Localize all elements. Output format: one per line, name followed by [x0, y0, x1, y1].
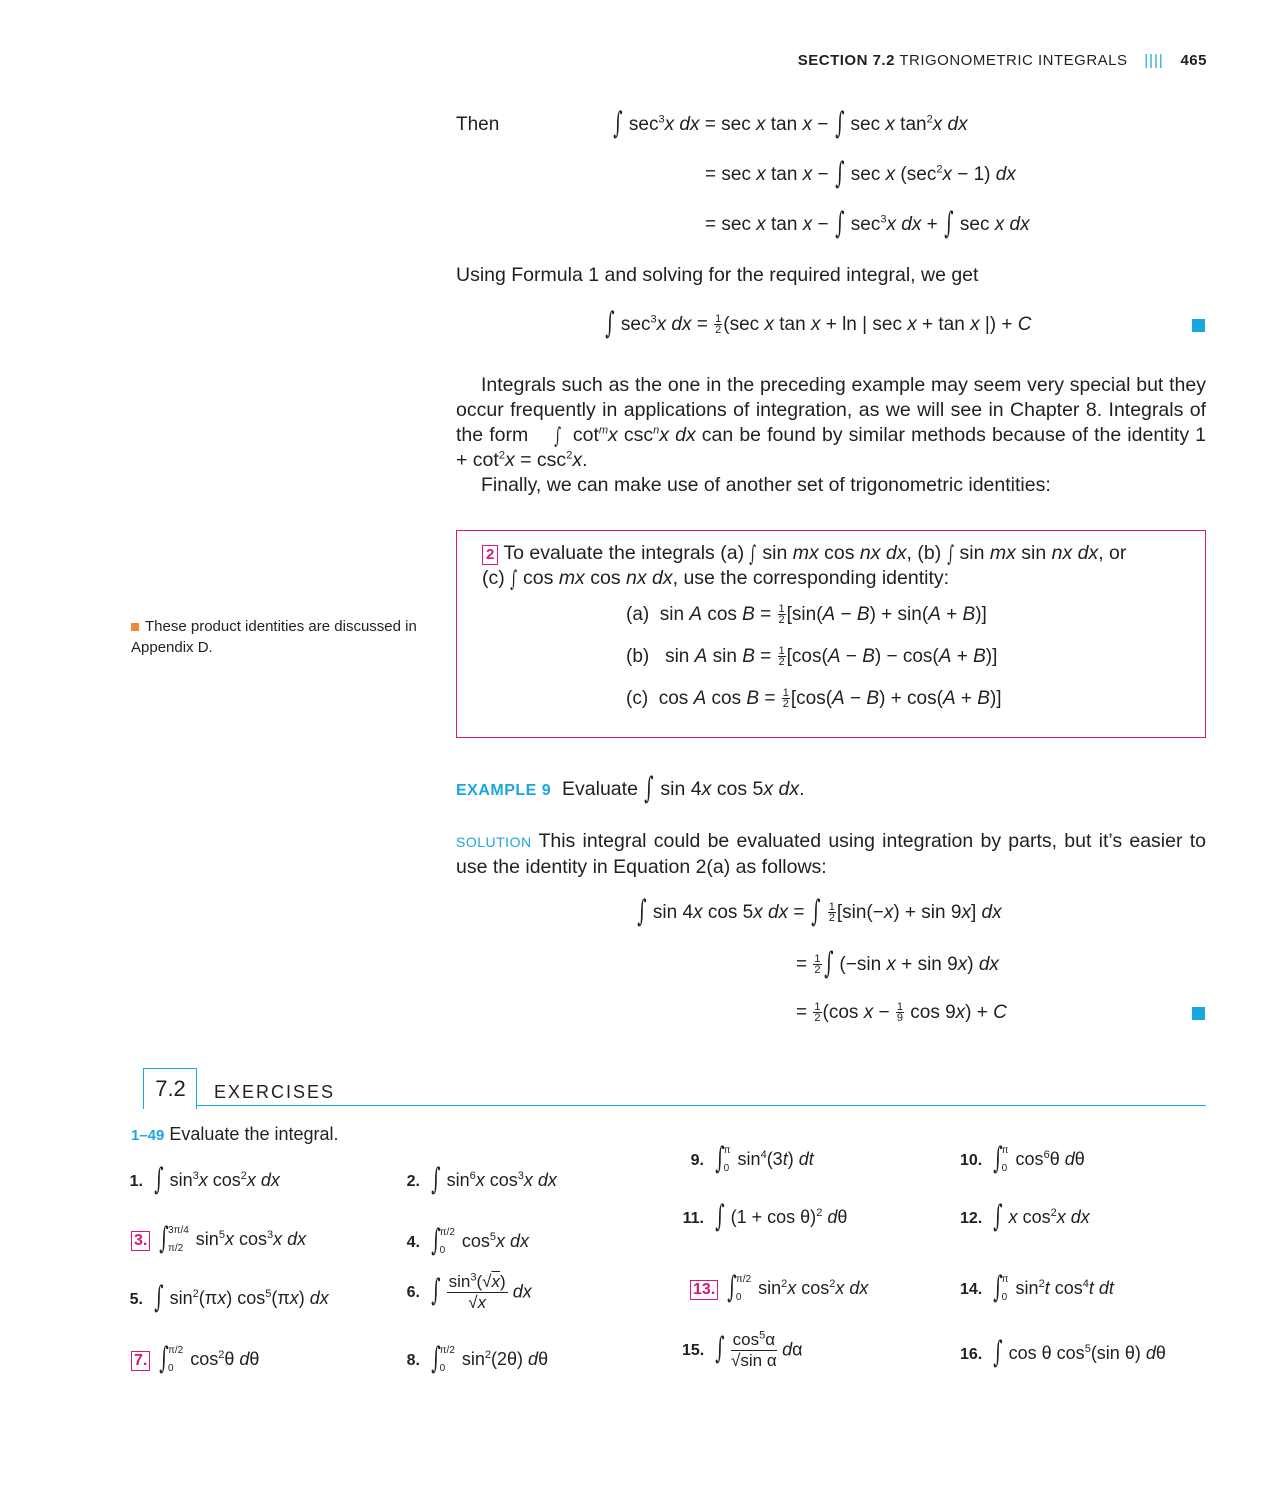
example-evaluate-text: Evaluate	[562, 778, 638, 800]
example-9-heading: EXAMPLE 9 Evaluate ∫ sin 4x cos 5x dx.	[456, 771, 805, 806]
exercise-number: 1.	[129, 1173, 143, 1190]
derivation-line-1: ∫ $\sec^3x$ dx = sec x tan x − ∫ sec x $\tan^2x$ dx	[613, 106, 968, 141]
solution-line-3: = $\frac{1}{2}$ (cos x − $\frac{1}{9}$ cos 9x) + C	[796, 1001, 1007, 1025]
exercise-number-highlighted: 3.	[131, 1231, 150, 1251]
identity-label-c: (c)	[626, 688, 649, 709]
exercise-number: 2.	[406, 1173, 420, 1190]
exercise-7: 7. ∫ π/2 0 $\cos^2\theta$ dθ	[131, 1342, 259, 1378]
exercises-instruction	[131, 1124, 339, 1145]
exercise-number: 5.	[129, 1291, 143, 1308]
exercise-10: 10. ∫ π 0 $\cos^6\theta$ dθ	[960, 1140, 1085, 1176]
exercise-3: 3. ∫ 3π/4 π/2 $\sin^5x$ $\cos^3x$ dx	[131, 1222, 306, 1258]
section-label: SECTION 7.2	[797, 52, 895, 69]
identity-label-b: (b)	[626, 646, 650, 667]
exercise-number: 10.	[960, 1151, 983, 1169]
section-title: TRIGONOMETRIC INTEGRALS	[899, 52, 1128, 69]
end-of-solution-marker	[1192, 1007, 1205, 1020]
exercise-8: 8. ∫ π/2 0 $\sin^2(2\theta)$ dθ	[398, 1342, 548, 1378]
paragraph-text-start: Integrals such as the one in the preceding example may seem very special but they occur frequently in applications of integration, as we will see in Chapter 8. Integrals of the form	[456, 374, 1206, 446]
end-of-proof-marker	[1192, 319, 1205, 332]
solution-line-2: = $\frac{1}{2}$ ∫ (−sin x + sin 9x) dx	[796, 946, 999, 981]
exercise-number-highlighted: 7.	[131, 1351, 150, 1371]
exercise-number: 6.	[406, 1284, 420, 1302]
identity-a: (a) sin A cos B = $\frac{1}{2}$ [sin(A − B) + sin(A + B)]	[626, 603, 987, 627]
solution-paragraph	[456, 829, 1206, 880]
identity-c: (c) cos A cos B = $\frac{1}{2}$ [cos(A − B) + cos(A + B)]	[626, 687, 1002, 711]
derivation-line-3: = sec x tan x − ∫ $\sec^3x$ dx + ∫ sec x dx	[705, 206, 1030, 241]
paragraph-text-end: can be found by similar methods because of the identity	[701, 424, 1190, 446]
example-label: EXAMPLE 9	[456, 782, 552, 799]
exercise-6: 6. ∫ $\frac{\sin^3(√x)}{√x}$ dx	[398, 1272, 532, 1313]
identity-b: (b) sin A sin B = $\frac{1}{2}$ [cos(A − B) − cos(A + B)]	[626, 645, 998, 669]
exercise-14: 14. ∫ π 0 $\sin^2t$ $\cos^4t$ dt	[960, 1269, 1114, 1305]
solution-label: SOLUTION	[456, 834, 532, 850]
identity-intro-end: use the corresponding identity:	[683, 567, 950, 589]
identity-label-a: (a)	[626, 604, 650, 625]
instruction-text: Evaluate the integral.	[169, 1124, 339, 1144]
exercise-number: 8.	[406, 1351, 420, 1369]
equation-number-badge: 2	[482, 545, 498, 565]
solution-text: This integral could be evaluated using integration by parts, but it’s easier to use the identity in Equation 2(a) as follows:	[456, 830, 1206, 878]
exercise-9: 9. ∫ π 0 $\sin^4(3t)$ dt	[682, 1142, 814, 1178]
exercise-number: 15.	[682, 1342, 705, 1360]
using-formula-text: Using Formula 1 and solving for the required integral, we get	[456, 264, 979, 286]
paragraph-integrals: Integrals such as the one in the preceding example may seem very special but they occur frequently in applications of integration, as we will see in Chapter 8. Integrals of the form ∫ $\cot^mx$ $\csc^nx$ dx can be found by similar methods because of the identity $1 + \cot^2x = \csc^2x$.	[456, 374, 1207, 471]
header-bars: ||||	[1144, 52, 1164, 69]
exercise-2: 2. ∫ $\sin^6x$ $\cos^3x$ dx	[398, 1170, 557, 1191]
solution-line-1: ∫ sin 4x cos 5x dx = ∫ $\frac{1}{2}$ [sin(−x) + sin 9x] dx	[637, 894, 1002, 929]
exercises-title: EXERCISES	[214, 1082, 336, 1102]
identity-intro-line-1: 2 To evaluate the integrals (a) ∫ sin mx cos nx dx, (b) ∫ sin mx sin nx dx, or	[482, 542, 1126, 565]
exercise-number: 14.	[960, 1280, 983, 1298]
exercise-number: 16.	[960, 1346, 983, 1363]
exercise-15: 15. ∫ $\frac{\cos^5\alpha}{\text{√sin α}}$ dα	[682, 1329, 803, 1370]
paragraph-finally: Finally, we can make use of another set of trigonometric identities:	[481, 474, 1051, 496]
margin-note-text: These product identities are discussed in Appendix D.	[131, 618, 417, 656]
exercise-range: 1–49	[131, 1127, 165, 1144]
identity-intro-line-2: (c) ∫ cos mx cos nx dx, use the corresponding identity:	[482, 567, 950, 592]
page-number: 465	[1180, 52, 1207, 69]
exercise-number: 4.	[406, 1233, 420, 1251]
exercises-rule	[197, 1105, 1206, 1106]
note-bullet-icon	[131, 623, 139, 631]
exercise-13: 13. ∫ π/2 0 $\sin^2x$ $\cos^2x$ dx	[690, 1271, 868, 1307]
exercise-16: 16. ∫ cos θ $\cos^5(\sin$ θ) dθ	[960, 1335, 1166, 1370]
derivation-line-2: = sec x tan x − ∫ sec x $(\sec^2x - 1)$ dx	[705, 156, 1016, 191]
exercise-1: 1. ∫ $\sin^3x$ $\cos^2x$ dx	[121, 1170, 280, 1191]
result-equation: ∫ $\sec^3x$ dx = $\frac{1}{2}$ (sec x tan x + ln | sec x + tan x |) + C	[605, 306, 1032, 341]
identity-intro-text: To evaluate the integrals (a)	[503, 542, 745, 564]
exercise-number: 11.	[682, 1210, 704, 1227]
exercise-section-number: 7.2	[155, 1076, 186, 1101]
exercise-5: 5. ∫ $\sin^2(\pi x)$ $\cos^5(\pi x)$ dx	[121, 1288, 329, 1309]
exercise-number: 9.	[690, 1151, 704, 1169]
exercise-12: 12. ∫ x $\cos^2x$ dx	[960, 1199, 1090, 1234]
running-header	[798, 52, 1207, 69]
exercise-number-highlighted: 13.	[690, 1280, 718, 1300]
margin-note	[131, 616, 421, 658]
then-label: Then	[456, 114, 500, 135]
exercise-4: 4. ∫ π/2 0 $\cos^5x$ dx	[398, 1224, 529, 1260]
exercise-number: 12.	[960, 1210, 983, 1227]
exercise-11: 11. ∫ $(1 + \cos \theta)^2$ dθ	[682, 1199, 848, 1234]
